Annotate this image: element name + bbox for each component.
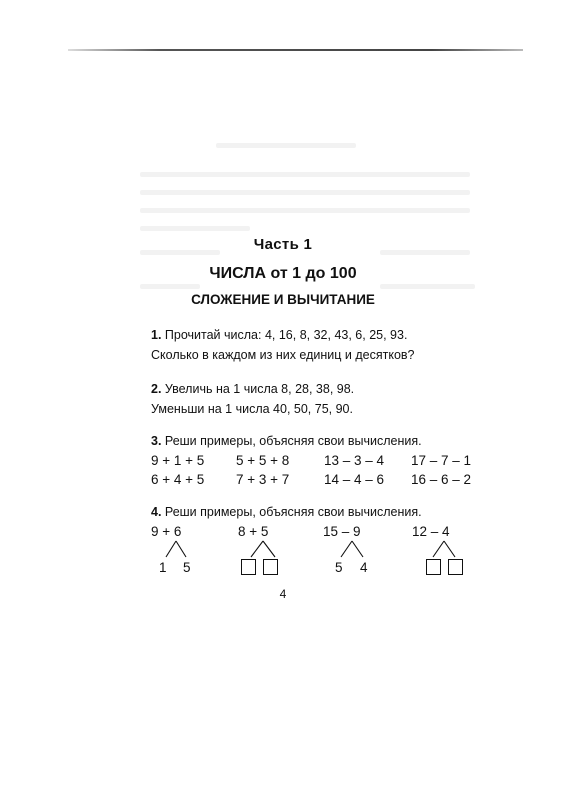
page-number: 4 <box>279 587 287 601</box>
task-3-example: 6 + 4 + 5 <box>151 472 205 487</box>
part-title: Часть 1 <box>253 236 313 253</box>
branch-lines <box>433 541 455 557</box>
branch-lines <box>341 541 363 557</box>
answer-box[interactable] <box>241 559 256 575</box>
answer-box[interactable] <box>426 559 441 575</box>
task-3-example: 14 – 4 – 6 <box>324 472 385 487</box>
task-4-number: 4. <box>151 505 162 519</box>
part-digit: 1 <box>159 560 167 575</box>
part-digit: 5 <box>335 560 343 575</box>
task-2-line-2: Уменьши на 1 числа 40, 50, 75, 90. <box>151 402 353 416</box>
task-3-example: 7 + 3 + 7 <box>236 472 290 487</box>
main-heading: ЧИСЛА от 1 до 100 <box>209 265 357 282</box>
task-2-text: Увеличь на 1 числа 8, 28, 38, 98. <box>161 382 355 396</box>
task-2-number: 2. <box>151 382 162 396</box>
sub-heading: СЛОЖЕНИЕ И ВЫЧИТАНИЕ <box>191 292 375 307</box>
task-1-number: 1. <box>151 328 162 342</box>
task-1-line-2: Сколько в каждом из них единиц и десятков? <box>151 348 415 362</box>
task-3-number: 3. <box>151 434 162 448</box>
task-4-example: 12 – 4 <box>412 524 450 539</box>
task-3-instruction: Реши примеры, объясняя свои вычисления. <box>161 434 422 448</box>
answer-box[interactable] <box>448 559 463 575</box>
task-1-text: Прочитай числа: 4, 16, 8, 32, 43, 6, 25, 93. <box>161 328 408 342</box>
task-3-example: 9 + 1 + 5 <box>151 453 205 468</box>
part-digit: 4 <box>360 560 368 575</box>
task-4-instruction: Реши примеры, объясняя свои вычисления. <box>161 505 422 519</box>
task-4-example: 15 – 9 <box>323 524 361 539</box>
part-digit: 5 <box>183 560 191 575</box>
task-4-example: 9 + 6 <box>151 524 182 539</box>
task-3-example: 13 – 3 – 4 <box>324 453 385 468</box>
task-4-example: 8 + 5 <box>238 524 269 539</box>
branch-lines <box>166 541 186 557</box>
branch-lines <box>251 541 275 557</box>
task-3-example: 16 – 6 – 2 <box>411 472 472 487</box>
task-3-example: 5 + 5 + 8 <box>236 453 290 468</box>
task-3-example: 17 – 7 – 1 <box>411 453 472 468</box>
answer-box[interactable] <box>263 559 278 575</box>
